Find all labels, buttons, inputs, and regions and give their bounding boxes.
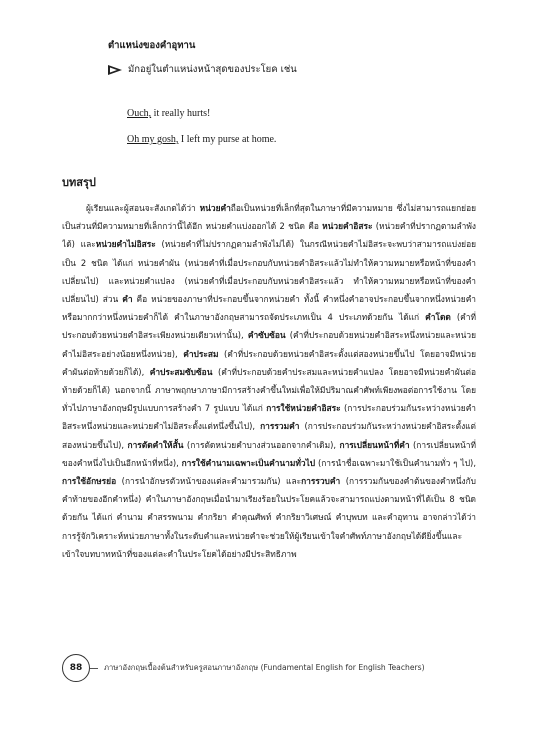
body-text-run: (คำที่ประกอบด้วยหน่วยคำอิสระตั้งแต่สองหน่วยขึ้นไป โดยอาจมีหน่วยคำผันต่อท้ายด้วยก็ได้),: [62, 348, 476, 377]
key-term: คำ: [122, 294, 133, 305]
example-interjection: Oh my gosh,: [127, 134, 179, 145]
body-text-run: (การนำชื่อเฉพาะมาใช้เป็นคำนามทั่ว ๆ ไป),: [315, 457, 476, 468]
key-term: คำซับซ้อน: [247, 330, 286, 341]
bullet-text: มักอยู่ในตำแหน่งหน้าสุดของประโยค เช่น: [128, 64, 297, 75]
key-term: การใช้คำนามเฉพาะเป็นคำนามทั่วไป: [181, 457, 316, 468]
key-term: หน่วยคำ: [199, 203, 231, 213]
body-text-run: ผู้เรียนและผู้สอนจะสังเกตได้ว่า: [86, 203, 200, 213]
bullet-item: [108, 63, 428, 77]
section-heading: ตำแหน่งของคำอุทาน: [108, 40, 196, 51]
body-text-run: (หน่วยคำที่ปรากฏตามลำพังได้) และ: [62, 221, 476, 250]
key-term: การรวมคำ: [260, 421, 300, 432]
body-text-run: (คำที่ประกอบด้วยหน่วยคำอิสระหนึ่งหน่วยและหน่วยคำไม่อิสระอย่างน้อยหนึ่งหน่วย),: [62, 330, 476, 359]
key-term: คำประสม: [183, 348, 219, 359]
body-text-run: คือ หน่วยของภาษาที่ประกอบขึ้นจากหน่วยคำ ทั้งนี้ คำหนึ่งคำอาจประกอบขึ้นจากหนึ่งหน่วยคำหรือมากกว่าหนึ่งหน่วยคำก็ได้ คำในภาษาอังกฤษสามารถจัดประเภทเป็น 4 ประเภทด้วยกัน ได้แก่: [62, 294, 476, 323]
body-text-run: ถือเป็นหน่วยที่เล็กที่สุดในภาษาที่มีความหมาย ซึ่งไม่สามารถแยกย่อยเป็นส่วนที่มีความหมายที่เล็กกว่านี้ได้อีก หน่วยคำแบ่งออกได้ 2 ชนิด คือ: [62, 203, 476, 232]
key-term: หน่วยคำไม่อิสระ: [95, 239, 156, 250]
summary-heading: บทสรุป: [62, 176, 96, 189]
example-sentence-1: [127, 107, 210, 121]
key-term: การตัดคำให้สั้น: [127, 439, 184, 450]
footer-divider: [90, 668, 98, 669]
summary-paragraph: [62, 199, 476, 563]
key-term: หน่วยคำอิสระ: [322, 221, 373, 232]
body-text-run: (การรวมกันของคำต้นของคำหนึ่งกับคำท้ายของอีกคำหนึ่ง) คำในภาษาอังกฤษเมื่อนำมาเรียงร้อยในประโยคแล้วจะสามารถแบ่งตามหน้าที่ได้เป็น 8 ชนิดด้วยกัน ได้แก่ คำนาม คำสรรพนาม คำกริยา คำคุณศัพท์ คำกริยาวิเศษณ์ คำบุพบท และคำอุทาน อาจกล่าวได้ว่า การรู้จักวิเคราะห์หน่วยภาษาทั้งในระดับคำและหน่วยคำจะช่วยให้ผู้เรียนเข้าใจคำศัพท์ภาษาอังกฤษได้ดียิ่งขึ้นและเข้าใจบทบาทหน้าที่ของแต่ละคำในประโยคได้อย่างมีประสิทธิภาพ: [62, 476, 476, 559]
key-term: การรวบคำ: [301, 476, 341, 487]
body-text-run: (การตัดหน่วยคำบางส่วนออกจากคำเดิม),: [183, 439, 340, 450]
body-text-run: (คำที่ประกอบด้วยหน่วยคำอิสระเพียงหน่วยเดียวเท่านั้น),: [62, 312, 476, 341]
key-term: การเปลี่ยนหน้าที่คำ: [339, 439, 410, 450]
key-term: การใช้หน่วยคำอิสระ: [266, 403, 341, 414]
body-text-run: (คำที่ประกอบด้วยคำประสมและหน่วยคำแปลง โดยอาจมีหน่วยคำผันต่อท้ายด้วยก็ได้) นอกจากนี้ ภาษาพฤกษาภาษามีการสร้างคำขึ้นใหม่เพื่อให้มีปริมาณคำศัพท์เพียงพอต่อการใช้งาน โดยทั่วไปภาษาอังกฤษมีรูปแบบการสร้างคำ 7 รูปแบบ ได้แก่: [62, 366, 476, 414]
body-text-run: (การนำอักษรตัวหน้าของแต่ละคำมารวมกัน) และ: [116, 476, 302, 487]
summary-body: [62, 199, 476, 677]
page-number: 88: [62, 654, 90, 682]
running-footer: ภาษาอังกฤษเบื้องต้นสำหรับครูสอนภาษาอังกฤษ (Fundamental English for English Teachers): [104, 663, 425, 672]
example-sentence-2: [127, 133, 276, 147]
example-rest: I left my purse at home.: [178, 134, 277, 145]
key-term: คำโดด: [425, 312, 451, 323]
page-footer: [62, 654, 482, 682]
body-text-run: (การเปลี่ยนหน้าที่ของคำหนึ่งไปเป็นอีกหน้าที่หนึ่ง),: [62, 439, 476, 468]
arrow-bullet-icon: [108, 65, 122, 75]
body-text-run: (การประกอบร่วมกันระหว่างหน่วยคำอิสระหนึ่งหน่วยและหน่วยคำไม่อิสระตั้งแต่หนึ่งขึ้นไป),: [62, 403, 476, 432]
body-text-run: (การประกอบร่วมกันระหว่างหน่วยคำอิสระตั้งแต่สองหน่วยขึ้นไป),: [62, 421, 476, 450]
key-term: คำประสมซับซ้อน: [149, 366, 213, 377]
example-interjection: Ouch,: [127, 108, 152, 119]
body-text-run: (หน่วยคำที่ไม่ปรากฏตามลำพังไม่ได้) ในกรณีหน่วยคำไม่อิสระจะพบว่าสามารถแบ่งย่อยเป็น 2 ชนิด ได้แก่ หน่วยคำผัน (หน่วยคำที่เมื่อประกอบกับหน่วยคำอิสระแล้วไม่ทำให้ความหมายหรือหน้าที่ของคำเปลี่ยนไป) และหน่วยคำแปลง (หน่วยคำที่เมื่อประกอบกับหน่วยคำอิสระแล้ว ทำให้ความหมายหรือหน้าที่ของคำเปลี่ยนไป) ส่วน: [62, 239, 476, 305]
key-term: การใช้อักษรย่อ: [62, 476, 117, 487]
example-rest: it really hurts!: [151, 108, 211, 119]
